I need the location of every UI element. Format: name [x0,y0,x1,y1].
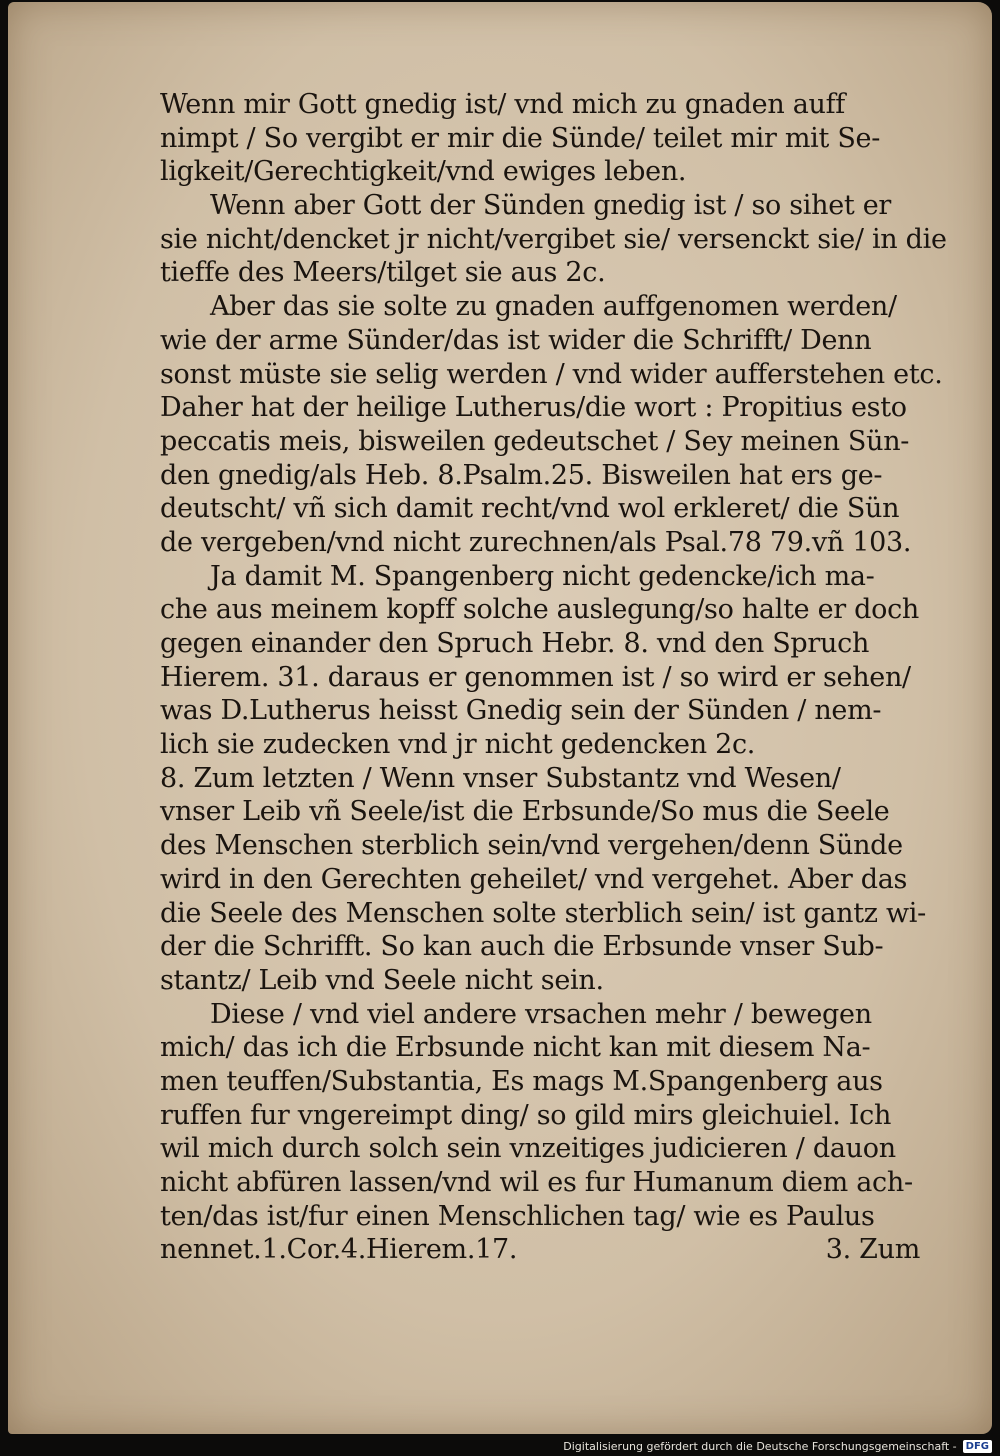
text-line: ten/das ist/fur einen Menschlichen tag/ wie es Paulus [160,1200,875,1232]
text-line: ligkeit/Gerechtigkeit/vnd ewiges leben. [160,156,687,188]
text-line: wird in den Gerechten geheilet/ vnd vergehet. Aber das [160,863,908,895]
text-line: tieffe des Meers/tilget sie aus 2c. [160,257,606,289]
text-line: nimpt / So vergibt er mir die Sünde/ teilet mir mit Se- [160,122,881,154]
text-line: Wenn aber Gott der Sünden gnedig ist / so sihet er [210,190,892,222]
text-line: gegen einander den Spruch Hebr. 8. vnd den Spruch [160,628,870,659]
text-line: der die Schrifft. So kan auch die Erbsunde vnser Sub- [160,931,884,963]
text-line: vnser Leib vñ Seele/ist die Erbsunde/So mus die Seele [160,796,890,828]
text-line: 8. Zum letzten / Wenn vnser Substantz vnd Wesen/ [160,762,841,794]
text-line: was D.Lutherus heisst Gnedig sein der Sünden / nem- [160,695,882,727]
text-line: die Seele des Menschen solte sterblich sein/ ist gantz wi- [160,897,926,929]
text-line: de vergeben/vnd nicht zurechnen/als Psal.78 79.vñ 103. [160,526,912,558]
text-line: peccatis meis, bisweilen gedeutschet / Sey meinen Sün- [160,425,910,457]
text-line: den gnedig/als Heb. 8.Psalm.25. Bisweilen hat ers ge- [160,459,883,491]
text-line: mich/ das ich die Erbsunde nicht kan mit diesem Na- [160,1032,871,1064]
text-line: wil mich durch solch sein vnzeitiges judicieren / dauon [160,1133,896,1165]
catchword: 3. Zum [825,1234,920,1266]
text-line: nicht abfüren lassen/vnd wil es fur Humanum diem ach- [160,1167,913,1198]
text-line: sonst müste sie selig werden / vnd wider aufferstehen etc. [160,358,943,390]
text-line: sie nicht/dencket jr nicht/vergibet sie/ versenckt sie/ in die [160,223,947,255]
text-line: Daher hat der heilige Lutherus/die wort : Propitius esto [160,392,907,424]
text-line: men teuffen/Substantia, Es mags M.Spangenberg aus [160,1065,883,1097]
text-line: Ja damit M. Spangenberg nicht gedencke/ich ma- [210,560,875,592]
dfg-logo: DFG [963,1440,992,1453]
book-page [8,2,992,1434]
text-line: Wenn mir Gott gnedig ist/ vnd mich zu gnaden auff [160,89,845,120]
text-line: ruffen fur vngereimpt ding/ so gild mirs gleichuiel. Ich [160,1099,892,1131]
text-line: deutscht/ vñ sich damit recht/vnd wol erkleret/ die Sün [160,493,900,525]
text-line: nennet.1.Cor.4.Hierem.17. [160,1234,518,1266]
digitization-footer [0,1436,1000,1456]
text-line: che aus meinem kopff solche auslegung/so halte er doch [160,594,919,626]
text-line: lich sie zudecken vnd jr nicht gedencken 2c. [160,729,756,761]
text-line: Diese / vnd viel andere vrsachen mehr / bewegen [210,998,872,1030]
text-line: wie der arme Sünder/das ist wider die Schrifft/ Denn [160,324,872,356]
text-line: Aber das sie solte zu gnaden auffgenomen werden/ [210,291,897,323]
footer-credit-text: Digitalisierung gefördert durch die Deutsche Forschungsgemeinschaft - [563,1439,957,1453]
text-line: des Menschen sterblich sein/vnd vergehen/denn Sünde [160,830,903,862]
last-line-row [160,1233,920,1267]
text-line: stantz/ Leib vnd Seele nicht sein. [160,964,604,996]
text-line: Hierem. 31. daraus er genommen ist / so wird er sehen/ [160,661,911,693]
page-text-block [160,88,947,1267]
